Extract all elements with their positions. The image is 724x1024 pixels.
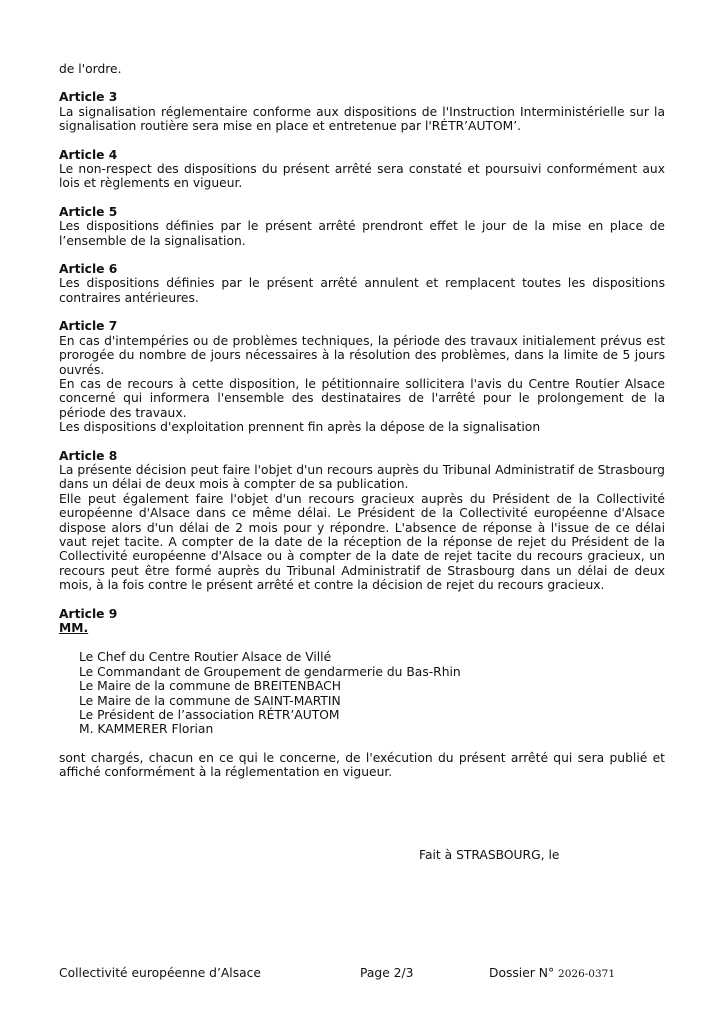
recipient-list: [79, 650, 665, 736]
dossier-number: 2026-0371: [558, 968, 616, 980]
article-9: [59, 607, 665, 780]
recipient-item: Le Commandant de Groupement de gendarmerie du Bas-Rhin: [79, 664, 461, 679]
article-paragraph: La présente décision peut faire l'objet d'un recours auprès du Tribunal Administratif de Strasbourg dans un délai de deux mois à compter de sa publication.: [59, 462, 665, 492]
article-title: Article 5: [59, 204, 118, 219]
recipient-item: Le Maire de la commune de SAINT-MARTIN: [79, 693, 341, 708]
article-title: Article 9: [59, 606, 118, 621]
article-4: [59, 148, 665, 191]
article-3: [59, 90, 665, 133]
intro-text: de l'ordre.: [59, 62, 122, 76]
addressee-heading: MM.: [59, 621, 89, 635]
article-paragraph: En cas d'intempéries ou de problèmes techniques, la période des travaux initialement prévus est prorogée du nombre de jours nécessaires à la résolution des problèmes, dans la limite de 5 jours ouvrés.: [59, 333, 665, 377]
article-paragraph: Elle peut également faire l'objet d'un recours gracieux auprès du Président de la Collectivité européenne d'Alsace dans ce même délai. Le Président de la Collectivité européenne d'Alsace dispose alors d'un délai de 2 mois pour y répondre. L'absence de réponse à l'issue de ce délai vaut rejet tacite. A compter de la date de la réception de la réponse de rejet du Président de la Collectivité européenne d'Alsace ou à compter de la date de rejet tacite du recours gracieux, un recours peut être formé auprès du Tribunal Administratif de Strasbourg dans un délai de deux mois, à la fois contre le présent arrêté et contre la décision de rejet du recours gracieux.: [59, 491, 665, 593]
recipient-item: M. KAMMERER Florian: [79, 722, 214, 737]
recipient-item: Le Maire de la commune de BREITENBACH: [79, 679, 341, 694]
article-7: [59, 319, 665, 434]
article-title: Article 4: [59, 147, 118, 162]
article-8: [59, 449, 665, 593]
article-paragraph: Les dispositions définies par le présent arrêté prendront effet le jour de la mise en place de l’ensemble de la signalisation.: [59, 219, 665, 248]
article-paragraph: Le non-respect des dispositions du présent arrêté sera constaté et poursuivi conformément aux lois et règlements en vigueur.: [59, 162, 665, 191]
footer-organization: Collectivité européenne d’Alsace: [59, 966, 261, 980]
footer-page-number: Page 2/3: [360, 966, 414, 980]
article-6: [59, 262, 665, 305]
article-title: Article 3: [59, 90, 118, 105]
article-title: Article 7: [59, 319, 118, 334]
footer-dossier: [489, 966, 615, 980]
closing-paragraph: sont chargés, chacun en ce qui le concerne, de l'exécution du présent arrêté qui sera publié et affiché conformément à la réglementation en vigueur.: [59, 750, 665, 780]
article-paragraph: La signalisation réglementaire conforme aux dispositions de l'Instruction Interministérielle sur la signalisation routière sera mise en place et entretenue par l'RÉTR’AUTOM’.: [59, 104, 665, 134]
signature-line: Fait à STRASBOURG, le: [419, 848, 560, 862]
article-paragraph: Les dispositions d'exploitation prennent fin après la dépose de la signalisation: [59, 420, 541, 435]
recipient-item: Le Président de l’association RÉTR’AUTOM: [79, 708, 340, 723]
document-body: [59, 62, 665, 780]
article-5: [59, 205, 665, 248]
article-title: Article 8: [59, 448, 118, 463]
article-paragraph: En cas de recours à cette disposition, le pétitionnaire sollicitera l'avis du Centre Routier Alsace concerné qui informera l'ensemble des destinataires de l'arrêté pour le prolongement de la période des travaux.: [59, 376, 665, 420]
dossier-label: Dossier N°: [489, 966, 555, 980]
recipient-item: Le Chef du Centre Routier Alsace de Villé: [79, 650, 332, 665]
article-paragraph: Les dispositions définies par le présent arrêté annulent et remplacent toutes les dispositions contraires antérieures.: [59, 276, 665, 305]
article-title: Article 6: [59, 262, 118, 277]
